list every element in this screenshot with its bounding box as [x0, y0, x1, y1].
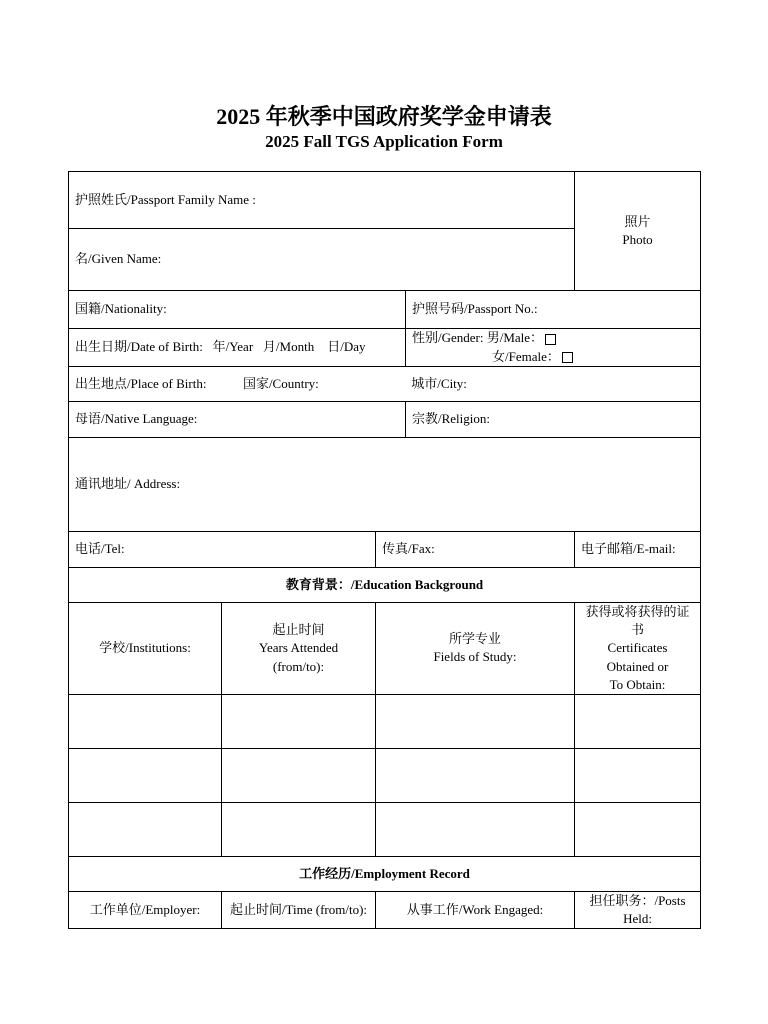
email-label: 电子邮箱/E-mail: [581, 541, 676, 557]
education-cert-label-en2: Obtained or [606, 658, 669, 674]
passport-no-label: 护照号码/Passport No.: [412, 301, 538, 317]
education-years-label-en2: (from/to): [272, 658, 325, 674]
photo-label-cn: 照片 [624, 213, 651, 229]
education-col-institution [69, 603, 222, 695]
education-cert-label-en3: To Obtain: [609, 676, 666, 692]
education-row [69, 802, 701, 856]
dob-label: 出生日期/Date of Birth: [75, 339, 203, 355]
education-cell[interactable] [376, 694, 575, 748]
gender-female-checkbox[interactable] [562, 352, 573, 363]
pob-city-label: 城市/City: [411, 375, 467, 391]
gender-label: 性别/Gender: [412, 330, 484, 346]
fax-field[interactable] [376, 532, 575, 568]
gender-female-label: 女/Female： [492, 348, 560, 364]
employment-employer-label: 工作单位/Employer: [89, 902, 201, 918]
religion-label: 宗教/Religion: [412, 411, 491, 427]
education-cell[interactable] [222, 694, 376, 748]
gender-male-checkbox[interactable] [545, 334, 556, 345]
family-name-label: 护照姓氏/Passport Family Name : [75, 191, 256, 207]
nationality-label: 国籍/Nationality: [75, 301, 167, 317]
address-label: 通讯地址/ Address: [75, 476, 181, 492]
dob-day-label: 日/Day [327, 339, 366, 355]
gender-field [406, 329, 701, 367]
form-title-chinese: 2025 年秋季中国政府奖学金申请表 [216, 104, 552, 129]
employment-heading: 工作经历/Employment Record [69, 856, 701, 891]
employment-col-posts [575, 891, 701, 928]
education-cell[interactable] [222, 748, 376, 802]
email-field[interactable] [575, 532, 701, 568]
fax-label: 传真/Fax: [382, 541, 435, 557]
education-col-certificates [575, 603, 701, 695]
education-cell[interactable] [575, 748, 701, 802]
employment-col-time [222, 891, 376, 928]
education-cell[interactable] [69, 748, 222, 802]
tel-label: 电话/Tel: [75, 541, 125, 557]
native-language-field[interactable] [69, 402, 406, 438]
address-field[interactable] [69, 438, 701, 532]
tel-field[interactable] [69, 532, 376, 568]
education-col-fields [376, 603, 575, 695]
education-row [69, 694, 701, 748]
employment-col-employer [69, 891, 222, 928]
education-cell[interactable] [222, 802, 376, 856]
employment-posts-label: 担任职务：/Posts Held: [589, 892, 686, 927]
application-form-table [68, 171, 701, 929]
education-cert-label-en1: Certificates [607, 640, 668, 656]
education-col-years [222, 603, 376, 695]
education-cell[interactable] [575, 802, 701, 856]
date-of-birth-field[interactable] [69, 329, 406, 367]
education-cell[interactable] [69, 694, 222, 748]
pob-country-label: 国家/Country: [242, 375, 319, 391]
family-name-field[interactable] [69, 172, 575, 229]
employment-work-label: 从事工作/Work Engaged: [406, 902, 544, 918]
education-cell[interactable] [575, 694, 701, 748]
education-fields-label-cn: 所学专业 [449, 631, 502, 647]
passport-no-field[interactable] [406, 291, 701, 329]
pob-label: 出生地点/Place of Birth: [75, 375, 207, 391]
education-cell[interactable] [69, 802, 222, 856]
education-fields-label-en: Fields of Study: [433, 649, 517, 665]
employment-time-label: 起止时间/Time (from/to): [229, 902, 368, 918]
education-heading: 教育背景：/Education Background [69, 568, 701, 603]
place-of-birth-field[interactable] [69, 367, 701, 402]
education-cert-label-cn: 获得或将获得的证书 [585, 604, 690, 638]
given-name-field[interactable] [69, 229, 575, 291]
dob-month-label: 月/Month [262, 339, 315, 355]
education-years-label-en1: Years Attended [258, 640, 339, 656]
education-row [69, 748, 701, 802]
dob-year-label: 年/Year [212, 339, 254, 355]
native-language-label: 母语/Native Language: [75, 411, 198, 427]
education-years-label-cn: 起止时间 [272, 622, 325, 638]
education-institution-label: 学校/Institutions: [99, 640, 191, 656]
photo-label-en: Photo [622, 232, 653, 247]
education-cell[interactable] [376, 748, 575, 802]
nationality-field[interactable] [69, 291, 406, 329]
employment-col-work [376, 891, 575, 928]
education-cell[interactable] [376, 802, 575, 856]
given-name-label: 名/Given Name: [75, 251, 162, 267]
form-title-english: 2025 Fall TGS Application Form [265, 132, 503, 151]
gender-male-label: 男/Male： [486, 330, 544, 346]
photo-box [575, 172, 701, 291]
religion-field[interactable] [406, 402, 701, 438]
